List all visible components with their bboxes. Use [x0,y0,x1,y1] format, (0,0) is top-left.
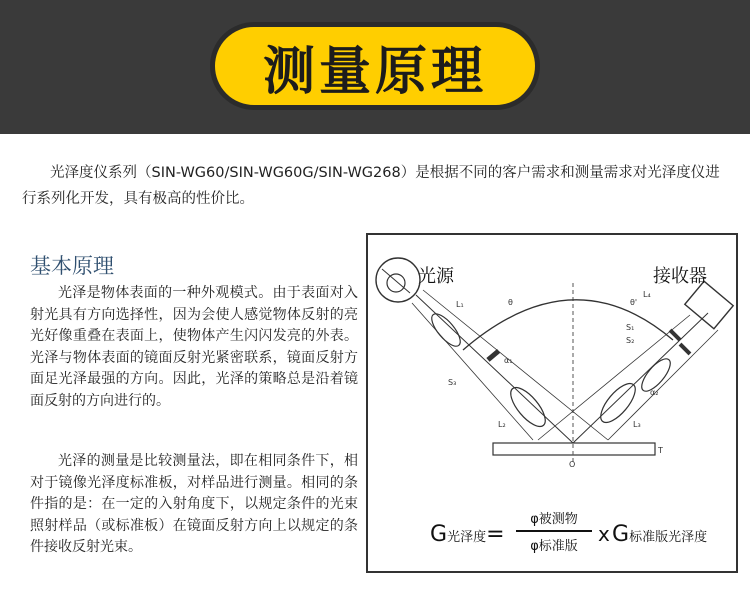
light-source-label: 光源 [418,266,454,287]
label-alpha2: α₂ [650,388,659,397]
gloss-formula [430,508,730,568]
stop-s1 [669,329,682,342]
sample-plate [493,443,655,455]
label-s1: S₁ [626,323,635,332]
label-o: O [569,460,576,469]
stop-s2 [679,343,692,356]
angle-arc [463,300,673,350]
label-theta-prime: θ' [630,298,638,307]
measurement-diagram [366,233,738,573]
formula-times: x [598,522,610,546]
formula-g-ref: G标准版光泽度 [612,522,708,547]
title-badge [210,22,540,110]
page-title: 测量原理 [262,41,487,102]
formula-numerator: φ被测物 [530,512,578,527]
stop-s3 [486,349,500,362]
header-banner [0,0,750,134]
label-t: T [658,446,663,455]
receiver-label: 接收器 [653,266,707,287]
label-l1: L₁ [456,300,464,309]
intro-text: 光泽度仪系列（SIN-WG60/SIN-WG60G/SIN-WG268）是根据不同的客户需求和测量需求对光泽度仪进行系列化开发，具有极高的性价比。 [22,165,720,207]
label-l2: L₂ [498,420,506,429]
receiver-box [685,281,733,328]
lens-l2 [505,382,551,432]
label-theta: θ [508,298,513,307]
label-s2: S₂ [626,336,635,345]
lamp-icon [376,258,420,302]
formula-denominator: φ标准版 [530,539,578,554]
label-l3: L₃ [633,420,641,429]
formula-g-main: G光泽度= [430,522,505,547]
label-s3: S₃ [448,378,457,387]
incident-beam [416,295,573,443]
paragraph-gloss-measurement: 光泽的测量是比较测量法，即在相同条件下，相对于镜像光泽度标准板，对样品进行测量。相同的条件指的是：在一定的入射角度下，以规定条件的光束照射样品（或标准板）在镜面反射方向上以规定的条件接收反射光束。 [30,453,358,556]
label-l4: L₄ [643,290,651,299]
label-alpha1: α₁ [504,356,513,365]
fraction-bar [516,530,592,532]
lens-l1 [427,310,465,351]
formula-fraction [516,508,592,554]
section-title: 基本原理 [30,254,114,278]
paragraph-gloss-definition: 光泽是物体表面的一种外观模式。由于表面对入射光具有方向选择性，因为会使人感觉物体反射的亮光好像重叠在表面上，使物体产生闪闪发亮的外表。光泽与物体表面的镜面反射光紧密联系，镜面反射方面足光泽最强的方向。因此，光泽的策略总是沿着镜面反射的方向进行的。 [30,285,358,409]
